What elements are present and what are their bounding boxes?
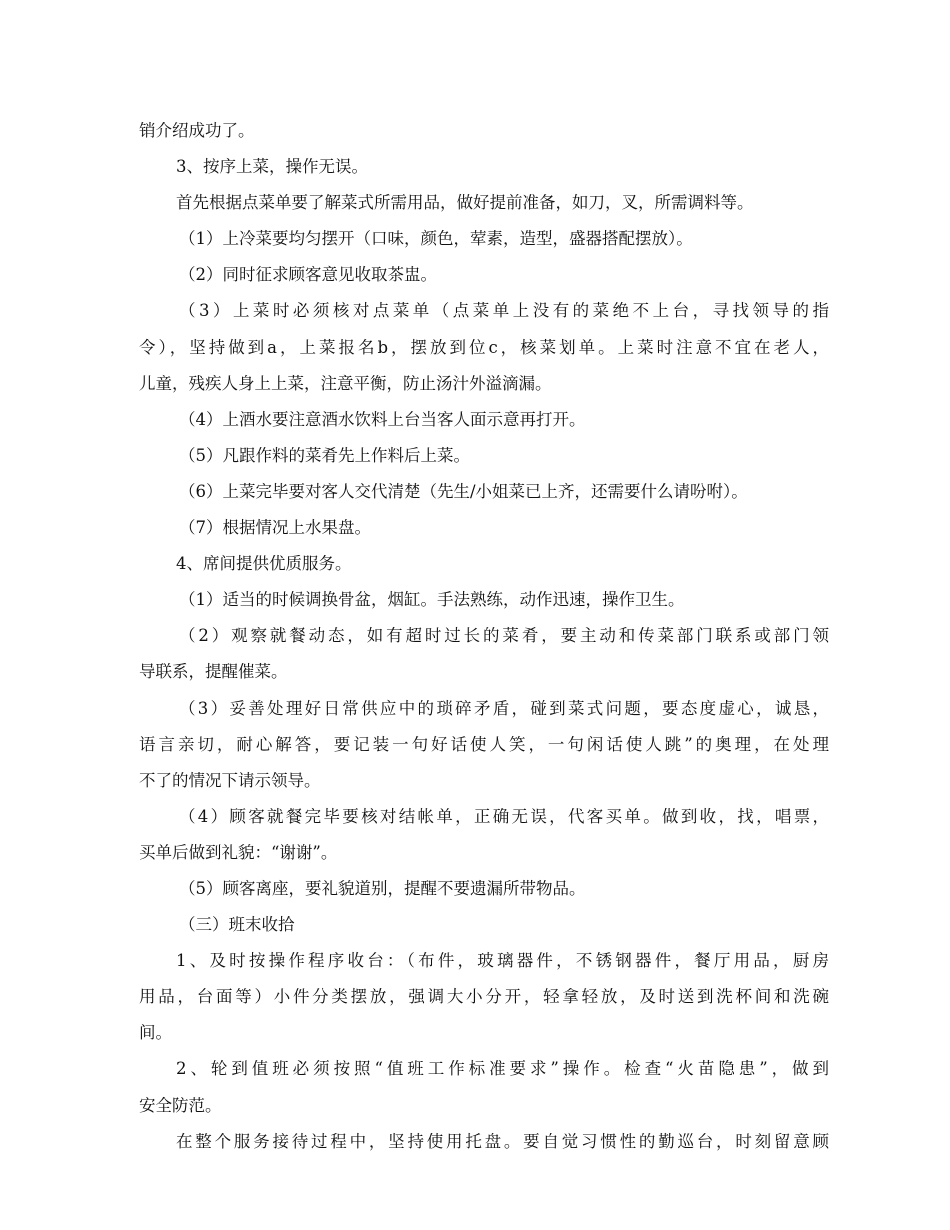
list-item: （4）顾客就餐完毕要核对结帐单，正确无误，代客买单。做到收，找，唱票， xyxy=(179,806,829,826)
text-line: 语言亲切，耐心解答，要记装一句好话使人笑，一句闲话使人跳”的奥理，在处理 xyxy=(139,734,829,754)
list-item: （1）上冷菜要均匀摆开（口味，颜色，荤素，造型，盛器搭配摆放）。 xyxy=(179,229,693,249)
list-item: （2）观察就餐动态，如有超时过长的菜肴，要主动和传菜部门联系或部门领 xyxy=(179,626,829,646)
section-heading: （三）班末收拾 xyxy=(179,915,295,935)
paragraph-line: 在整个服务接待过程中，坚持使用托盘。要自觉习惯性的勤巡台，时刻留意顾 xyxy=(176,1131,829,1151)
list-item: （5）凡跟作料的菜肴先上作料后上菜。 xyxy=(179,445,470,465)
list-item: （7）根据情况上水果盘。 xyxy=(179,518,371,538)
list-item: （3）上菜时必须核对点菜单（点菜单上没有的菜绝不上台，寻找领导的指 xyxy=(179,301,829,321)
text-line: 间。 xyxy=(139,1023,172,1043)
text-line: 安全防范。 xyxy=(139,1095,222,1115)
text-line: 用品，台面等）小件分类摆放，强调大小分开，轻拿轻放，及时送到洗杯间和洗碗 xyxy=(139,987,829,1007)
document-body xyxy=(139,113,829,1160)
text-line: 儿童，残疾人身上上菜，注意平衡，防止汤汁外溢滴漏。 xyxy=(139,373,552,393)
list-item: （5）顾客离座，要礼貌道别，提醒不要遗漏所带物品。 xyxy=(179,878,586,898)
paragraph-line: 首先根据点菜单要了解菜式所需用品，做好提前准备，如刀，叉，所需调料等。 xyxy=(176,193,754,213)
section-heading: 4、席间提供优质服务。 xyxy=(176,554,352,574)
list-item: （6）上菜完毕要对客人交代清楚（先生/小姐菜已上齐，还需要什么请吩咐）。 xyxy=(179,481,748,501)
text-line: 令），坚持做到a，上菜报名b，摆放到位c，核菜划单。上菜时注意不宜在老人， xyxy=(139,337,829,357)
list-item: （1）适当的时候调换骨盆，烟缸。手法熟练，动作迅速，操作卫生。 xyxy=(179,590,685,610)
list-item: （3）妥善处理好日常供应中的琐碎矛盾，碰到菜式问题，要态度虚心，诚恳， xyxy=(179,698,829,718)
text-line: 不了的情况下请示领导。 xyxy=(139,770,321,790)
list-item: （2）同时征求顾客意见收取茶盅。 xyxy=(179,265,437,285)
list-item: 2、轮到值班必须按照“值班工作标准要求”操作。检查“火苗隐患”，做到 xyxy=(176,1059,829,1079)
text-line: 销介绍成功了。 xyxy=(139,121,255,140)
section-heading: 3、按序上菜，操作无误。 xyxy=(176,157,368,177)
text-line: 导联系，提醒催菜。 xyxy=(139,662,288,682)
list-item: （4）上酒水要注意酒水饮料上台当客人面示意再打开。 xyxy=(179,409,586,429)
list-item: 1、及时按操作程序收台：（布件，玻璃器件，不锈钢器件，餐厅用品，厨房 xyxy=(176,951,829,971)
text-line: 买单后做到礼貌：“谢谢”。 xyxy=(139,842,338,862)
